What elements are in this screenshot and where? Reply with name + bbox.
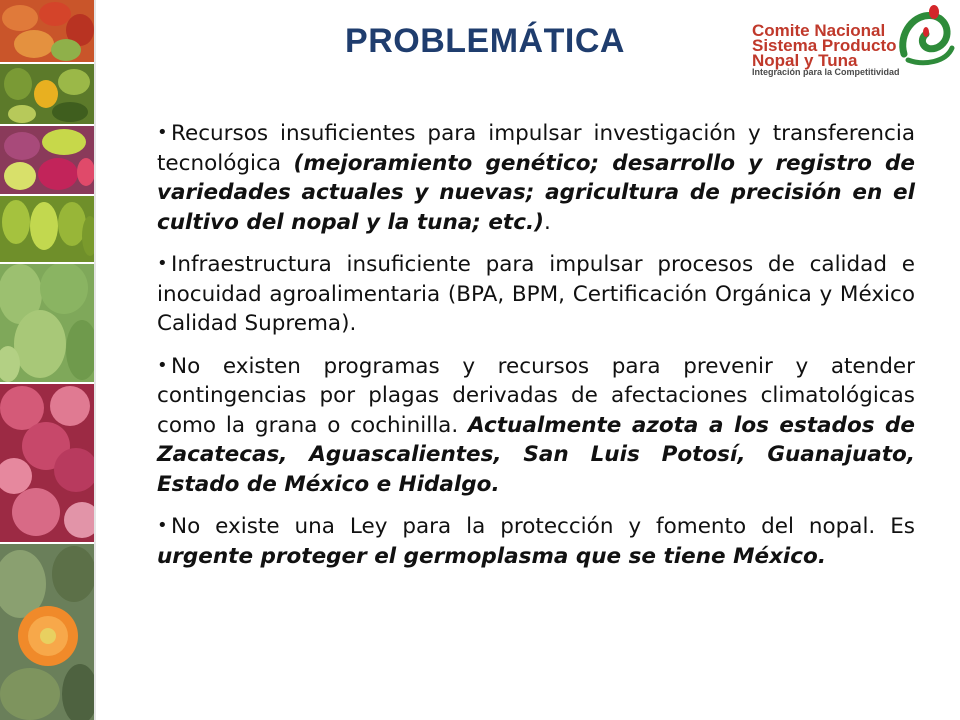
bullet-emphasis: (mejoramiento genético; desarrollo y registro de variedades actuales y nuevas; agricultura de precisión en el cultivo del nopal y la tuna; etc.) [157, 150, 915, 235]
logo-line-1: Comite Nacional [752, 21, 886, 40]
bullet-item [157, 351, 915, 500]
bullet-text-after: . [543, 209, 551, 235]
logo-tagline: Integración para la Competitividad [752, 67, 900, 77]
bullet-item [157, 249, 915, 339]
bullet-emphasis: Actualmente azota a los estados de Zacatecas, Aguascalientes, San Luis Potosí, Guanajuato, Estado de México e Hidalgo. [157, 412, 915, 497]
bullet-dot: • [157, 515, 168, 536]
logo-line-2: Sistema Producto [752, 36, 897, 55]
bullet-item [157, 511, 915, 571]
nopal-pads-photo [0, 264, 94, 382]
red-tuna-fruits-photo [0, 0, 94, 62]
bullet-emphasis: urgente proteger el germoplasma que se tiene México. [157, 543, 826, 569]
cactus-flower-photo [0, 544, 94, 720]
cactus-swirl-icon [894, 4, 956, 68]
bullet-dot: • [157, 122, 168, 143]
page-title: PROBLEMÁTICA [345, 22, 625, 60]
bullet-dot: • [157, 354, 168, 376]
bullet-text: No existen programas y recursos para prevenir y atender contingencias por plagas derivadas de afectaciones climatológicas como la grana o cochinilla. [157, 353, 915, 438]
pink-tuna-fruits-photo [0, 384, 94, 542]
bullet-item [157, 118, 915, 237]
bullet-list [157, 118, 915, 583]
photo-strip [0, 0, 94, 720]
green-tuna-fruits-photo [0, 196, 94, 262]
bullet-text: Recursos insuficientes para impulsar investigación y transferencia tecnológica [157, 121, 915, 176]
organization-logo [748, 4, 956, 76]
yellow-tuna-fruits-photo [0, 64, 94, 124]
bullet-dot: • [157, 253, 168, 274]
mixed-tuna-fruits-photo [0, 126, 94, 194]
bullet-text: Infraestructura insuficiente para impulsar procesos de calidad e inocuidad agroalimentaria (BPA, BPM, Certificación Orgánica y México Calidad Suprema). [157, 252, 915, 336]
logo-line-3: Nopal y Tuna [752, 51, 858, 70]
bullet-text: No existe una Ley para la protección y fomento del nopal. Es [171, 514, 915, 539]
strip-divider [94, 0, 96, 720]
